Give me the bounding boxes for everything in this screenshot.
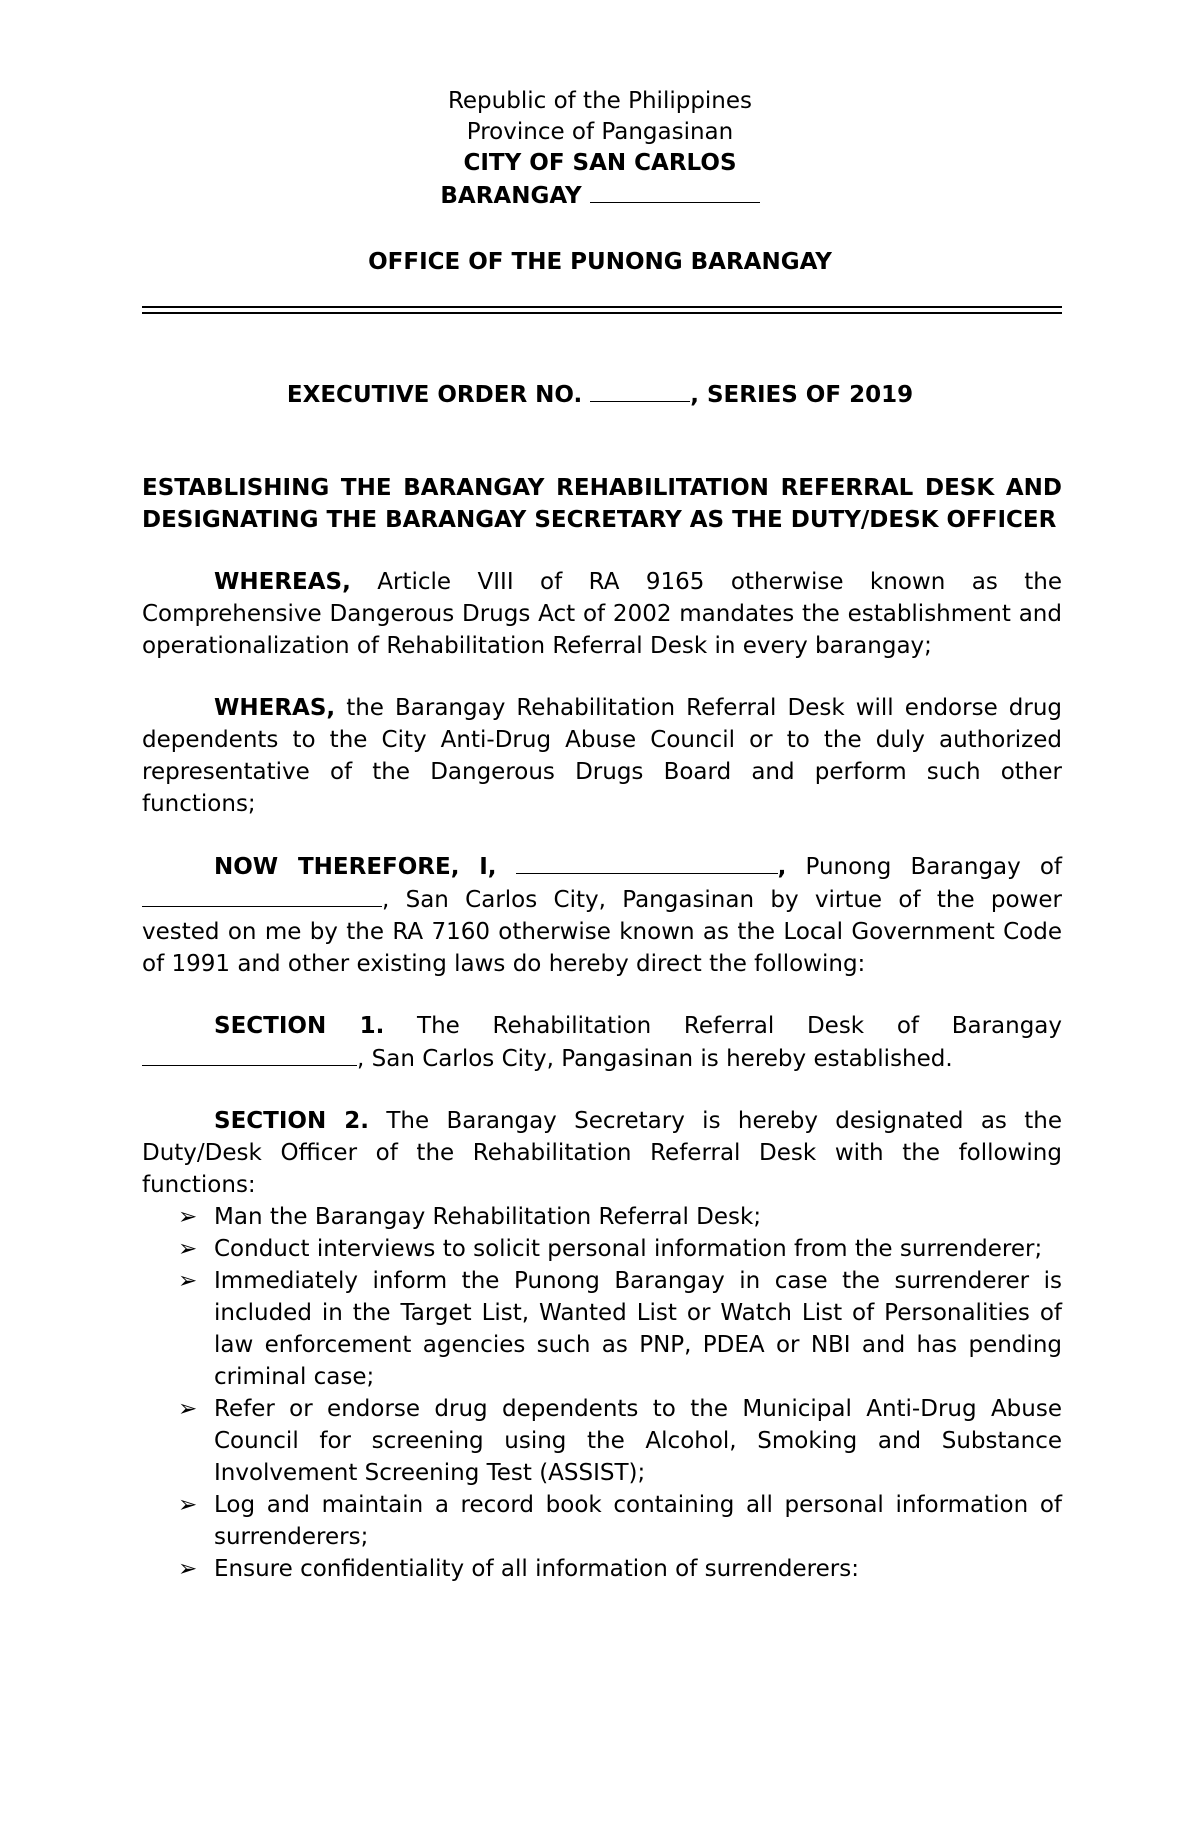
function-text: Immediately inform the Punong Barangay in case the surrenderer is included in the Target List, Wanted List or Watch List of Personalities of law enforcement agencies such as PNP, PDEA or NBI and has pending criminal case; (214, 1268, 1062, 1390)
function-text: Man the Barangay Rehabilitation Referral Desk; (214, 1204, 762, 1230)
list-item (142, 1393, 1062, 1489)
now-therefore-comma: , (777, 854, 787, 880)
now-therefore-lead: NOW THEREFORE, I, (214, 854, 497, 880)
section-1-text-2: , San Carlos City, Pangasinan is hereby established. (357, 1046, 953, 1072)
section-1-text-1: The Rehabilitation Referral Desk of Barangay (384, 1013, 1063, 1039)
punong-barangay-name-blank (516, 850, 778, 874)
arrow-bullet-icon: ➢ (178, 1492, 198, 1518)
whereas-1-text: Article VIII of RA 9165 otherwise known as the Comprehensive Dangerous Drugs Act of 2002 mandates the establishment and operationalization of Rehabilitation Referral Desk in every barangay; (142, 569, 1062, 659)
order-number-blank (590, 378, 690, 402)
function-text: Refer or endorse drug dependents to the Municipal Anti-Drug Abuse Council for screening using the Alcohol, Smoking and Substance Involvement Screening Test (ASSIST); (214, 1396, 1062, 1486)
header-barangay (0, 179, 1200, 210)
arrow-bullet-icon: ➢ (178, 1396, 198, 1422)
section-1-barangay-blank (142, 1042, 357, 1066)
list-item (142, 1489, 1062, 1553)
arrow-bullet-icon: ➢ (178, 1204, 198, 1230)
document-body (142, 472, 1062, 1585)
order-series: , SERIES OF 2019 (690, 382, 914, 408)
function-text: Conduct interviews to solicit personal information from the surrenderer; (214, 1236, 1043, 1262)
section-2-text: The Barangay Secretary is hereby designated as the Duty/Desk Officer of the Rehabilitation Referral Desk with the following functions: (142, 1108, 1062, 1198)
executive-order-number (0, 378, 1200, 411)
section-1 (142, 1010, 1062, 1075)
whereas-1-lead: WHEREAS, (214, 569, 351, 595)
arrow-bullet-icon: ➢ (178, 1268, 198, 1294)
order-title: ESTABLISHING THE BARANGAY REHABILITATION REFERRAL DESK AND DESIGNATING THE BARANGAY SECRETARY AS THE DUTY/DESK OFFICER (142, 475, 1062, 533)
whereas-clause-1 (142, 566, 1062, 662)
arrow-bullet-icon: ➢ (178, 1556, 198, 1582)
header-republic: Republic of the Philippines (447, 88, 753, 114)
section-2-lead: SECTION 2. (214, 1108, 369, 1134)
section-2 (142, 1105, 1062, 1201)
whereas-2-text: the Barangay Rehabilitation Referral Desk will endorse drug dependents to the City Anti-Drug Abuse Council or to the duly authorized representative of the Dangerous Drugs Board and perform such other functions; (142, 695, 1062, 817)
whereas-2-lead: WHERAS, (214, 695, 336, 721)
header-divider-bottom (142, 312, 1062, 314)
list-item (142, 1201, 1062, 1233)
document-header (0, 86, 1200, 210)
now-therefore-text-2: , San Carlos City, Pangasinan by virtue of the power vested on me by the RA 7160 otherwise known as the Local Government Code of 1991 and other existing laws do hereby direct the following: (142, 887, 1062, 977)
list-item (142, 1553, 1062, 1585)
duty-officer-functions-list (142, 1201, 1062, 1585)
barangay-name-blank (590, 179, 760, 203)
header-city: CITY OF SAN CARLOS (463, 150, 737, 176)
arrow-bullet-icon: ➢ (178, 1236, 198, 1262)
order-prefix: EXECUTIVE ORDER NO. (286, 382, 583, 408)
barangay-of-blank (142, 883, 382, 907)
header-province: Province of Pangasinan (466, 119, 734, 145)
barangay-label: BARANGAY (440, 183, 582, 209)
now-therefore-text-1: Punong Barangay of (786, 854, 1063, 880)
list-item (142, 1233, 1062, 1265)
function-text: Ensure confidentiality of all information of surrenderers: (214, 1556, 859, 1582)
list-item (142, 1265, 1062, 1393)
function-text: Log and maintain a record book containing all personal information of surrenderers; (214, 1492, 1062, 1550)
header-divider-top (142, 306, 1062, 308)
now-therefore-clause (142, 850, 1062, 980)
whereas-clause-2 (142, 692, 1062, 820)
office-title: OFFICE OF THE PUNONG BARANGAY (368, 249, 832, 275)
section-1-lead: SECTION 1. (214, 1013, 385, 1039)
